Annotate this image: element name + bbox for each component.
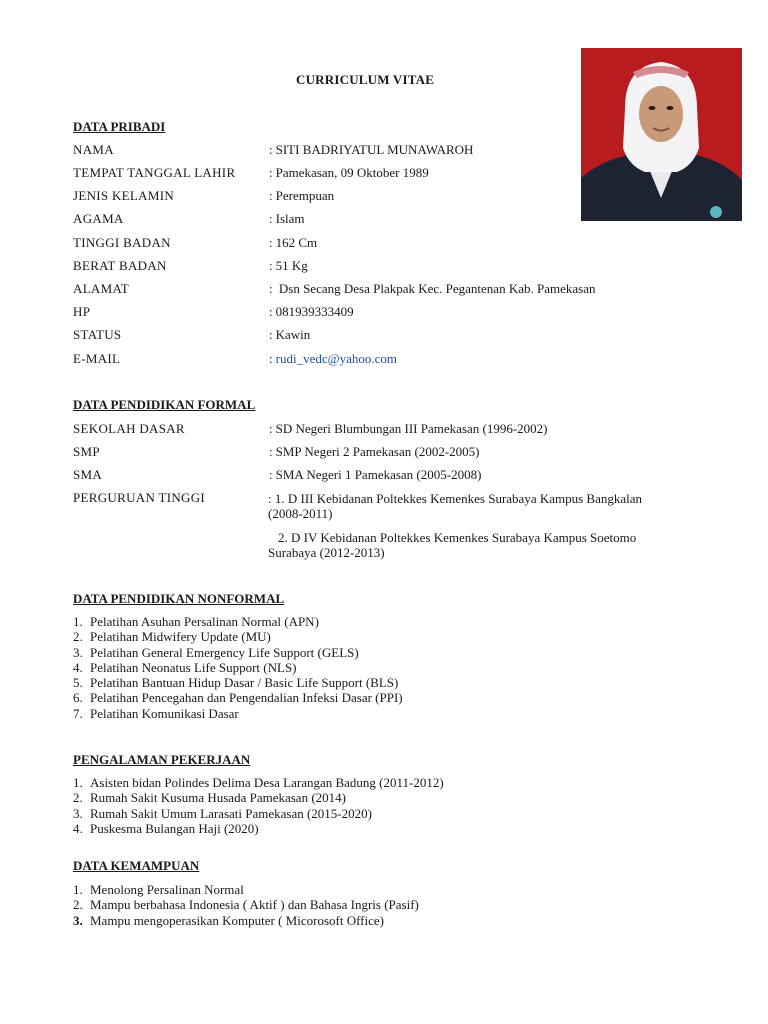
list-item: 4. Pelatihan Neonatus Life Support (NLS) xyxy=(73,659,297,675)
edu-value: : SMP Negeri 2 Pamekasan (2002-2005) xyxy=(269,444,480,459)
edu-pt-entry-1: : 1. D III Kebidanan Poltekkes Kemenkes Surabaya Kampus Bangkalan (2008-2011) xyxy=(268,491,643,521)
section-heading-formal: DATA PENDIDIKAN FORMAL xyxy=(73,397,256,412)
section-heading-kemampuan: DATA KEMAMPUAN xyxy=(73,858,200,873)
info-value: : Islam xyxy=(269,211,305,226)
info-label: JENIS KELAMIN xyxy=(73,188,175,203)
list-item: 3. Mampu mengoperasikan Komputer ( Micorosoft Office) xyxy=(73,912,384,928)
list-item: 4. Puskesma Bulangan Haji (2020) xyxy=(73,820,259,836)
edu-label: SMP xyxy=(73,444,100,459)
info-value: : Perempuan xyxy=(269,188,335,203)
info-label: BERAT BADAN xyxy=(73,258,167,273)
info-row-jenis-kelamin xyxy=(73,188,723,206)
info-value: : 081939333409 xyxy=(269,304,354,319)
info-label: E-MAIL xyxy=(73,351,121,366)
edu-label: SEKOLAH DASAR xyxy=(73,421,185,436)
info-label: AGAMA xyxy=(73,211,124,226)
list-item: 2. Pelatihan Midwifery Update (MU) xyxy=(73,629,271,645)
edu-row-smp xyxy=(73,444,723,462)
list-item: 1. Menolong Persalinan Normal xyxy=(73,882,244,897)
list-item: 6. Pelatihan Pencegahan dan Pengendalian Infeksi Dasar (PPI) xyxy=(73,690,403,706)
info-row-tinggi xyxy=(73,235,723,253)
info-value: : 51 Kg xyxy=(269,258,308,273)
info-row-agama xyxy=(73,211,723,229)
section-heading-nonformal: DATA PENDIDIKAN NONFORMAL xyxy=(73,591,285,606)
info-label: STATUS xyxy=(73,327,122,342)
list-item: 1. Asisten bidan Polindes Delima Desa Larangan Badung (2011-2012) xyxy=(73,775,444,790)
edu-row-sd xyxy=(73,421,723,439)
info-label: NAMA xyxy=(73,142,114,157)
info-label: TINGGI BADAN xyxy=(73,235,171,250)
info-row-status xyxy=(73,327,723,345)
info-row-hp xyxy=(73,304,723,322)
list-item: 3. Rumah Sakit Umum Larasati Pamekasan (2015-2020) xyxy=(73,805,372,821)
edu-label: PERGURUAN TINGGI xyxy=(73,490,206,505)
list-item: 2. Mampu berbahasa Indonesia ( Aktif ) dan Bahasa Ingris (Pasif) xyxy=(73,897,419,913)
list-item: 1. Pelatihan Asuhan Persalinan Normal (APN) xyxy=(73,614,319,629)
nonformal-list xyxy=(73,614,403,721)
edu-row-sma xyxy=(73,467,723,485)
document-title: CURRICULUM VITAE xyxy=(296,72,435,87)
info-value: : SITI BADRIYATUL MUNAWAROH xyxy=(269,142,474,157)
edu-label: SMA xyxy=(73,467,103,482)
info-row-berat xyxy=(73,258,723,276)
list-item: 5. Pelatihan Bantuan Hidup Dasar / Basic Life Support (BLS) xyxy=(73,675,399,691)
info-label: TEMPAT TANGGAL LAHIR xyxy=(73,165,236,180)
edu-value: : SMA Negeri 1 Pamekasan (2005-2008) xyxy=(269,467,482,482)
info-row-email xyxy=(73,351,723,369)
section-heading-pekerjaan: PENGALAMAN PEKERJAAN xyxy=(73,752,251,767)
edu-value: : SD Negeri Blumbungan III Pamekasan (1996-2002) xyxy=(269,421,548,436)
info-row-nama xyxy=(73,142,723,160)
info-value: : Dsn Secang Desa Plakpak Kec. Pegantenan Kab. Pamekasan xyxy=(269,281,596,296)
list-item: 2. Rumah Sakit Kusuma Husada Pamekasan (2014) xyxy=(73,790,346,806)
info-value: : 162 Cm xyxy=(269,235,318,250)
edu-pt-entry-2: 2. D IV Kebidanan Poltekkes Kemenkes Surabaya Kampus Soetomo Surabaya (2012-2013) xyxy=(268,530,637,560)
list-item: 3. Pelatihan General Emergency Life Support (GELS) xyxy=(73,644,359,660)
kemampuan-list xyxy=(73,882,419,928)
info-value: : Kawin xyxy=(269,327,311,342)
email-link[interactable]: rudi_vedc@yahoo.com xyxy=(275,351,397,366)
info-row-alamat xyxy=(73,281,723,299)
info-value: : Pamekasan, 09 Oktober 1989 xyxy=(269,165,429,180)
pekerjaan-list xyxy=(73,775,444,836)
section-heading-pribadi: DATA PRIBADI xyxy=(73,119,166,134)
info-label: HP xyxy=(73,304,91,319)
info-row-ttl xyxy=(73,165,723,183)
list-item: 7. Pelatihan Komunikasi Dasar xyxy=(73,705,239,721)
info-value: : rudi_vedc@yahoo.com xyxy=(269,351,397,366)
info-label: ALAMAT xyxy=(73,281,129,296)
